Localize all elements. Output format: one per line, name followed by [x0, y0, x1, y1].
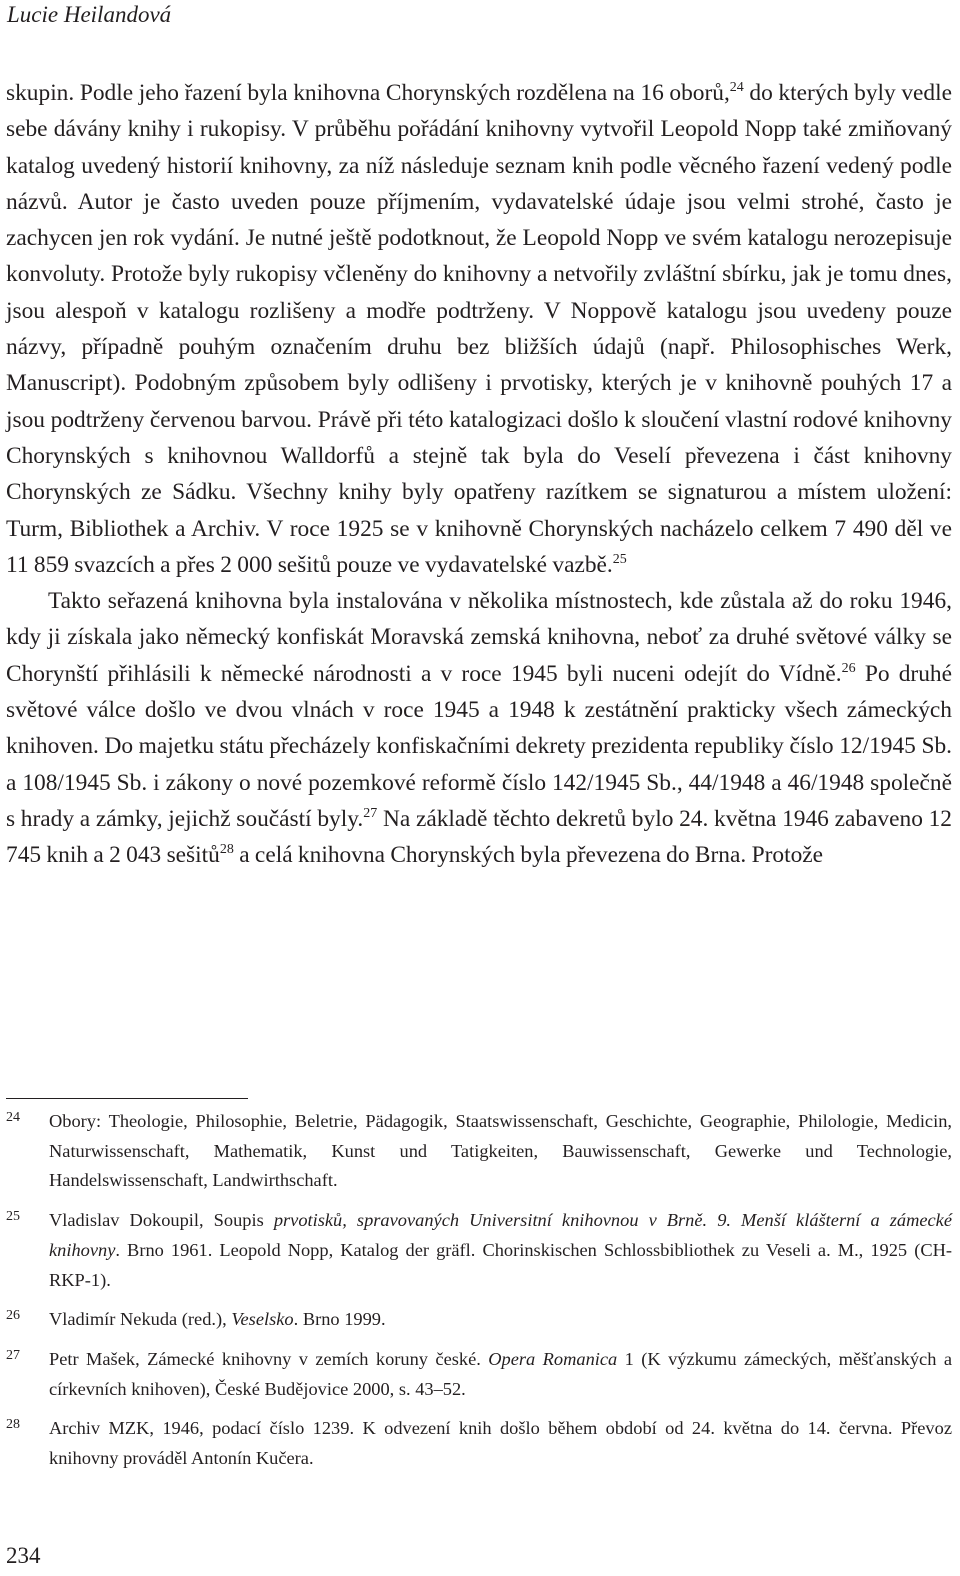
footnote-title-italic: Opera Romanica: [488, 1348, 618, 1369]
paragraph-text: do kterých byly vedle sebe dávány knihy i rukopisy. V průběhu pořádání knihovny vytvořil Leopold Nopp také zmiňovaný katalog uvedený historií knihovny, za níž následuje seznam knih podle věcného řazení vedený podle názvů. Autor je často uveden pouze příjmením, vydavatelské údaje jsou velmi strohé, často je zachycen jen rok vydání. Je nutné ještě podotknout, že Leopold Nopp ve svém katalogu nerozepisuje konvoluty. Protože byly rukopisy včleněny do knihovny a netvořily zvláštní sbírku, jak je tomu dnes, jsou alespoň v katalogu rozlišeny a modře podtrženy. V Noppově katalogu jsou uvedeny pouze názvy, případně pouhým označením druhu bez bližších údajů (např. Philosophisches Werk, Manuscript). Podobným způsobem byly odlišeny i prvotisky, kterých je v knihovně pouhých 17 a jsou podtrženy červenou barvou. Právě při této katalogizaci došlo k sloučení vlastní rodové knihovny Chorynských s knihovnou Walldorfů a stejně tak byla do Veselí převezena i část knihovny Chorynských ze Sádku. Všechny knihy byly opatřeny razítkem se signaturou a místem uložení: Turm, Bibliothek a Archiv. V roce 1925 se v knihovně Chorynských nacházelo celkem 7 490 děl ve 11 859 svazcích a přes 2 000 sešitů pouze ve vydavatelské vazbě.: [6, 80, 952, 578]
footnote-text: [49, 1305, 952, 1335]
footnote-text: [49, 1345, 952, 1404]
paragraph-2: [6, 583, 952, 873]
footnote-text-part: 1 (K výzkumu zámeckých, měšťanských a církevních knihoven), České Budějovice 2000, s. 43–52.: [49, 1348, 952, 1399]
footnote-text-part: . Brno 1961. Leopold Nopp, Katalog der gräfl. Chorinskischen Schlossbibliothek zu Veseli a. M., 1925 (CH-RKP-1).: [49, 1239, 952, 1290]
footnote-text-part: Petr Mašek, Zámecké knihovny v zemích koruny české.: [49, 1348, 489, 1369]
footnote-number: 26: [6, 1308, 20, 1324]
footnote-divider: [6, 1098, 248, 1099]
footnote-text-part: . Brno 1999.: [293, 1309, 386, 1330]
paragraph-text: Takto seřazená knihovna byla instalována v několika místnostech, kde zůstala až do roku 1946, kdy ji získala jako německý konfiskát Moravská zemská knihovna, neboť za druhé světové války se Chorynští přihlásili k německé národnosti a v roce 1945 byli nuceni odejít do Vídně.: [6, 588, 952, 687]
footnote-27: [6, 1345, 952, 1404]
footnote-ref[interactable]: 27: [363, 805, 378, 821]
footnote-number: 25: [6, 1209, 20, 1225]
paragraph-text: a celá knihovna Chorynských byla převezena do Brna. Protože: [233, 842, 824, 869]
footnote-text: Archiv MZK, 1946, podací číslo 1239. K odvezení knih došlo během období od 24. května do 14. června. Převoz knihovny prováděl Antonín Kučera.: [49, 1418, 952, 1469]
footnote-ref[interactable]: 25: [612, 551, 627, 567]
footnote-26: [6, 1305, 952, 1335]
running-header-author: Lucie Heilandová: [7, 2, 172, 27]
paragraph-text: skupin. Podle jeho řazení byla knihovna Chorynských rozdělena na 16 oborů,: [6, 80, 730, 106]
paragraph-text: Po druhé světové válce došlo ve dvou vlnách v roce 1945 a 1948 k zestátnění prakticky všech zámeckých knihoven. Do majetku státu přecházely konfiskačními dekrety prezidenta republiky číslo 12/1945 Sb. a 108/1945 Sb. i zákony o nové pozemkové reformě číslo 142/1945 Sb., 44/1948 a 46/1948 společně s hrady a zámky, jejichž součástí byly.: [6, 660, 952, 832]
footnote-text-part: Vladimír Nekuda (red.),: [49, 1309, 232, 1330]
footnote-number: 28: [6, 1417, 20, 1433]
footnote-ref[interactable]: 28: [219, 842, 234, 858]
page-number: 234: [6, 1543, 41, 1568]
footnote-25: [6, 1206, 952, 1295]
footnote-text-part: Vladislav Dokoupil, Soupis: [49, 1210, 274, 1231]
footnote-ref[interactable]: 24: [729, 80, 744, 95]
paragraph-text: Na základě těchto dekretů bylo 24. května 1946 zabaveno 12 745 knih a 2 043 sešitů: [6, 805, 952, 869]
footnote-text: Obory: Theologie, Philosophie, Beletrie, Pädagogik, Staatswissenschaft, Geschichte, Geographie, Philologie, Medicin, Naturwissenschaft, Mathematik, Kunst und Tatigkeiten, Bauwissenschaft, Gewerke und Technologie, Handelswissenschaft, Landwirthschaft.: [49, 1111, 952, 1191]
footnote-28: [6, 1414, 952, 1473]
footnote-text: [49, 1206, 952, 1295]
footnote-title-italic: prvotisků, spravovaných Universitní knihovnou v Brně. 9. Menší klášterní a zámecké knihovny: [49, 1210, 952, 1260]
footnotes-section: [6, 1107, 952, 1484]
footnote-24: [6, 1107, 952, 1196]
main-body-text: [6, 75, 952, 874]
footnote-ref[interactable]: 26: [841, 660, 856, 676]
footnote-number: 27: [6, 1347, 20, 1363]
footnote-number: 24: [6, 1110, 20, 1125]
footnote-title-italic: Veselsko: [231, 1309, 294, 1330]
paragraph-1: [6, 75, 952, 583]
